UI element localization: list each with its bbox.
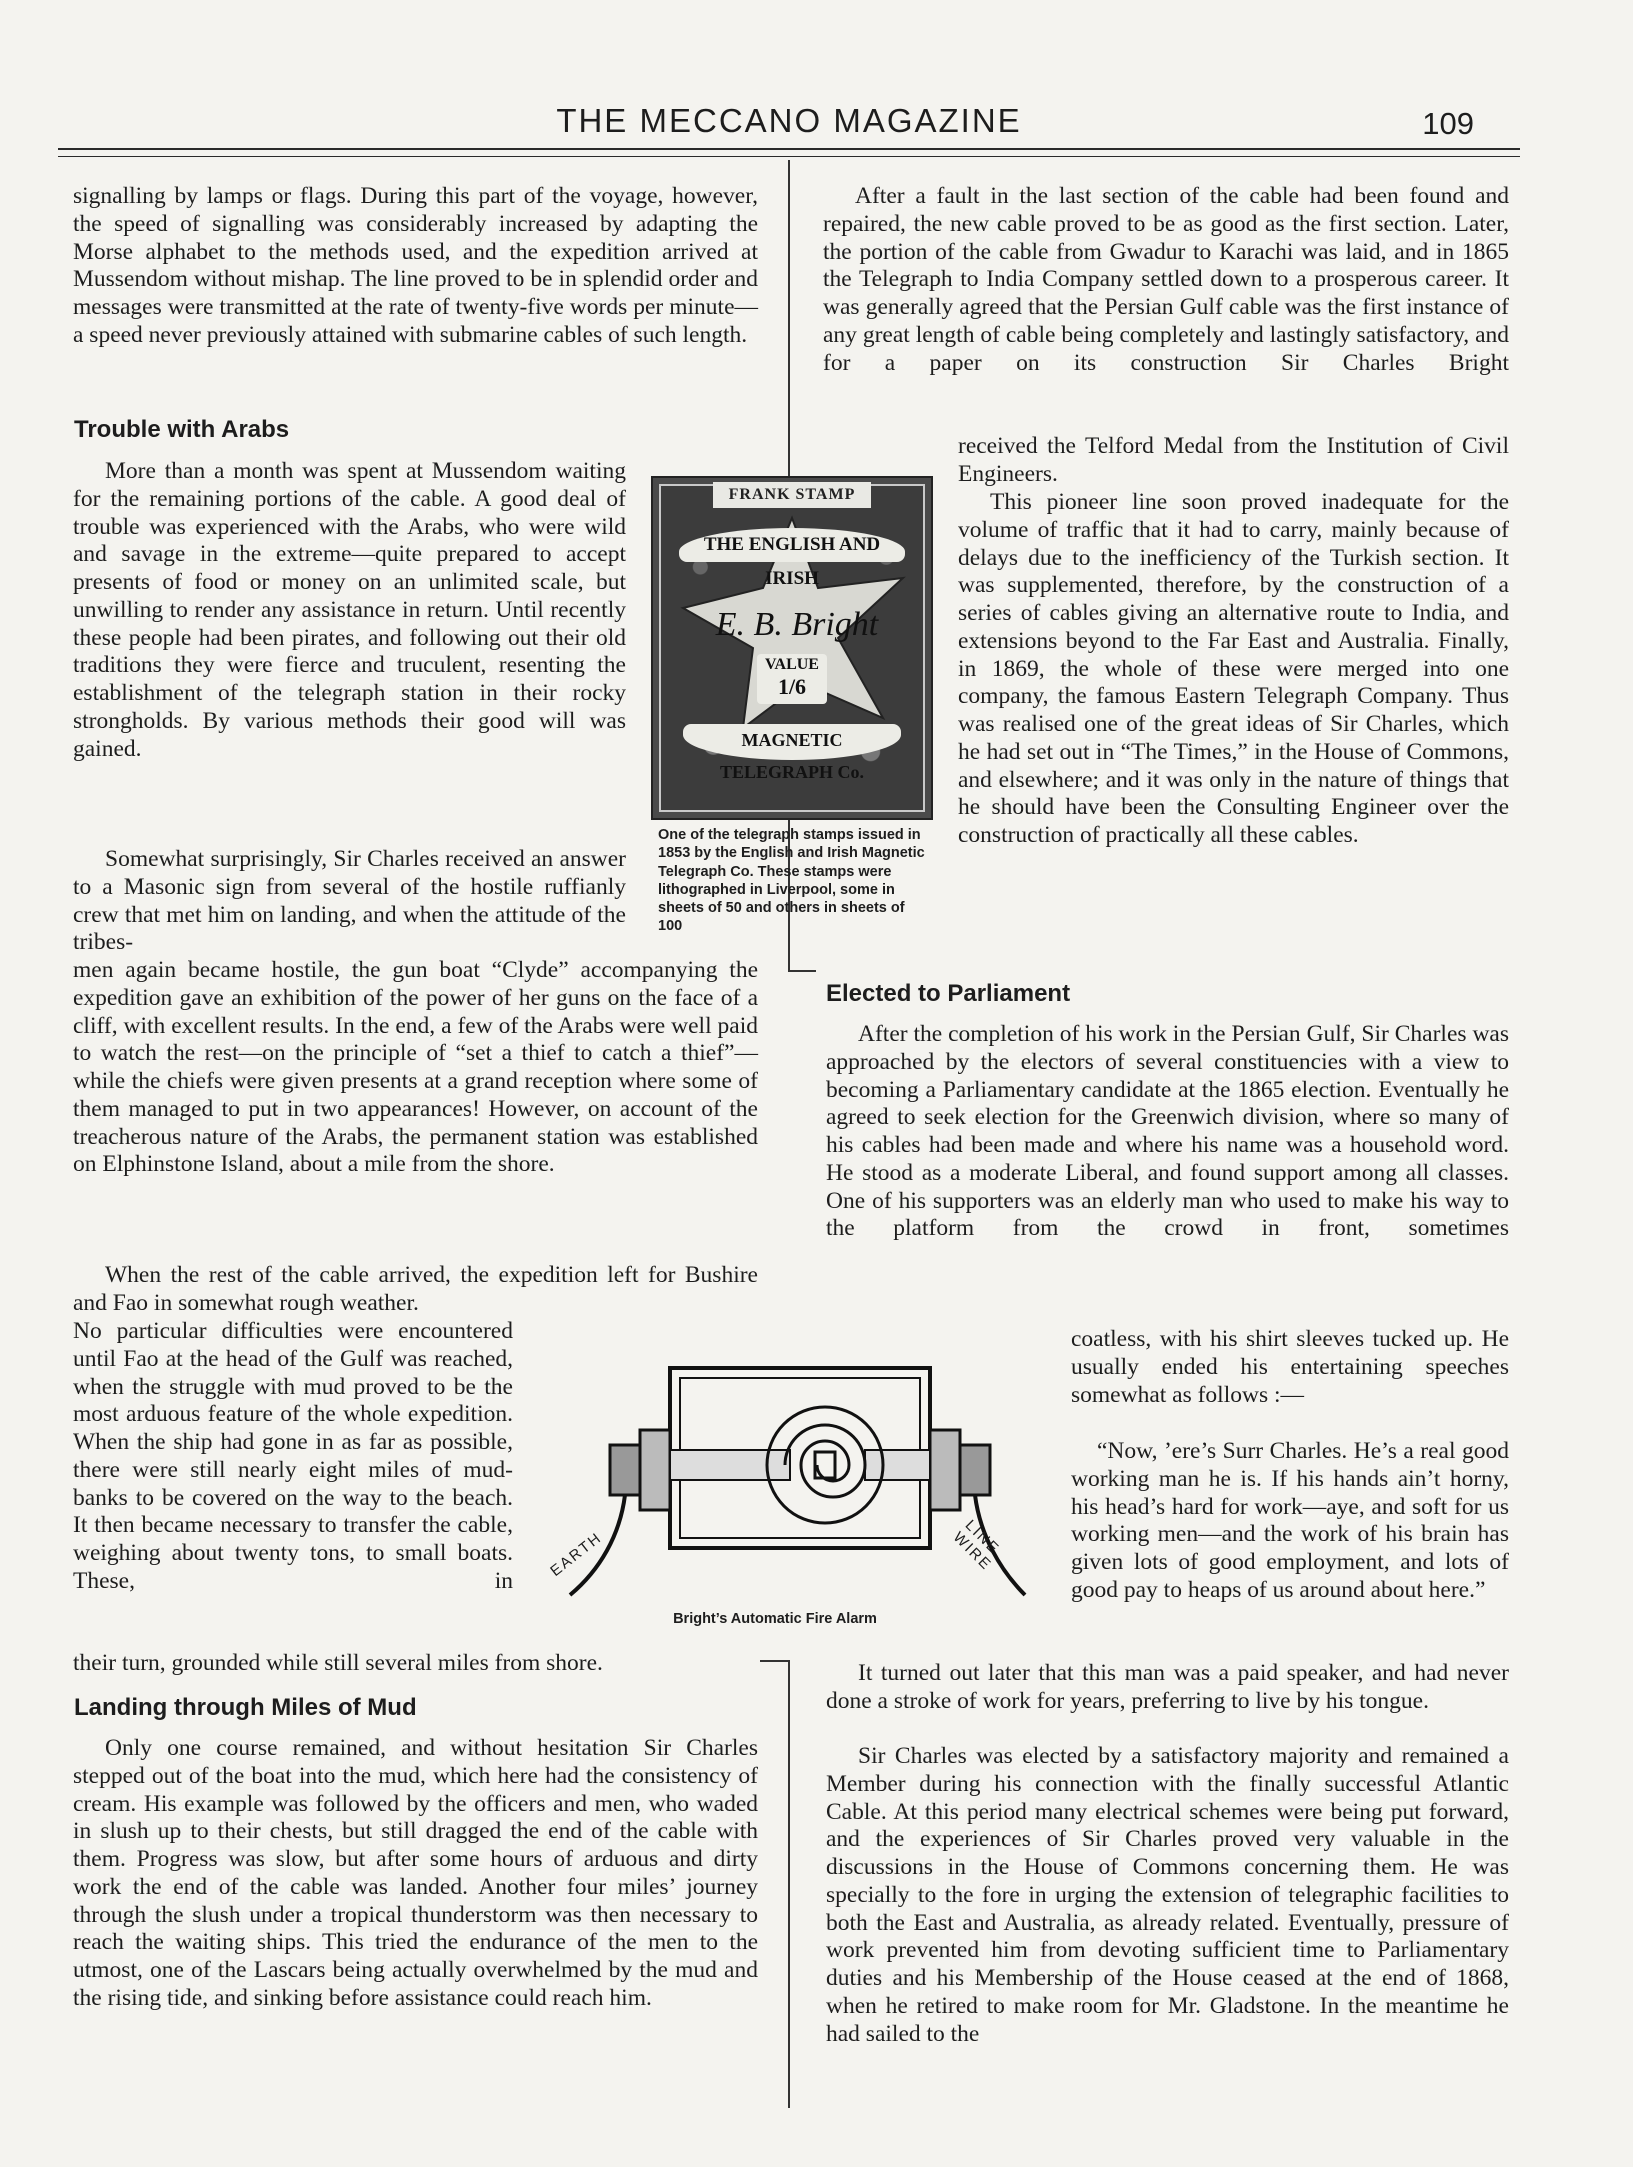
header-rule-thin bbox=[58, 156, 1520, 157]
right-paragraph-1a: After a fault in the last section of the cable had been found and repaired, the new cable proved to be as good as the first section. Later, the portion of the cable from Gwadur to Karachi was laid, and in 1865 the Telegraph to India Company settled down to a prosperous career. It was generally agreed that the Persian Gulf cable was the first instance of any great length of cable being completely and lastingly satisfactory, and for a paper on its construction Sir Charles Bright bbox=[823, 183, 1509, 376]
stamp-english-irish-label: THE ENGLISH AND IRISH bbox=[679, 528, 905, 562]
stamp-value-box bbox=[757, 654, 827, 704]
left-paragraph-1: signalling by lamps or flags. During this part of the voyage, however, the speed of signalling was considerably increased by adapting the Morse alphabet to the methods used, and the expedition arrived at Mussendom without mishap. The line proved to be in splendid order and messages were transmitted at the rate of twenty-five words per minute—a speed never previously attained with submarine cables of such length. bbox=[73, 183, 758, 348]
left-paragraph-4c: their turn, grounded while still several miles from shore. bbox=[73, 1650, 603, 1676]
left-paragraph-3a: Somewhat surprisingly, Sir Charles received an answer to a Masonic sign from several of the hostile ruffianly crew that met him on landing, and when the attitude of the tribes- bbox=[73, 846, 626, 956]
magazine-title: THE MECCANO MAGAZINE bbox=[556, 102, 1022, 139]
fire-alarm-diagram bbox=[530, 1360, 1030, 1610]
heading-trouble-with-arabs: Trouble with Arabs bbox=[74, 416, 290, 443]
left-paragraph-5: Only one course remained, and without hesitation Sir Charles stepped out of the boat into the mud, which here had the consistency of cream. His example was followed by the officers and men, who waded in slush up to their chests, but still dragged the end of the cable with them. Progress was slow, but after some hours of arduous and dirty work the end of the cable was landed. Another four miles’ journey through the slush under a tropical thunderstorm was then necessary to reach the waiting ships. This tried the endurance of the men to the utmost, one of the Lascars being actually overwhelmed by the mud and the rising tide, and sinking before assistance could reach him. bbox=[73, 1735, 758, 2011]
right-paragraph-4: It turned out later that this man was a paid speaker, and had never done a stroke of work for years, preferring to live by his tongue. bbox=[826, 1660, 1509, 1714]
page-header bbox=[58, 100, 1520, 150]
heading-landing-through-miles-of-mud: Landing through Miles of Mud bbox=[74, 1694, 417, 1721]
right-paragraph-3b: coatless, with his shirt sleeves tucked up. He usually ended his entertaining speeches somewhat as follows :— bbox=[1071, 1326, 1509, 1408]
header-rule bbox=[58, 148, 1520, 150]
section-rule bbox=[760, 1660, 788, 1662]
right-paragraph-1b: received the Telford Medal from the Institution of Civil Engineers. bbox=[958, 433, 1509, 487]
left-paragraph-4b: No particular difficulties were encountered until Fao at the head of the Gulf was reached, when the struggle with mud proved to be the most arduous feature of the whole expedition. When the ship had gone in as far as possible, there were still nearly eight miles of mud-banks to be covered on the way to the beach. It then became necessary to transfer the cable, weighing about twenty tons, to small boats. These, in bbox=[73, 1318, 513, 1594]
column-divider-bottom bbox=[788, 1660, 790, 2108]
stamp-value: 1/6 bbox=[777, 674, 807, 699]
parliament-quote: “Now, ’ere’s Surr Charles. He’s a real good working man he is. If his hands ain’t horny, his head’s hard for work—aye, and soft for us working men—and the work of his brain has given lots of good employment, and lots of good pay to heaps of us around about here.” bbox=[1071, 1438, 1509, 1603]
left-paragraph-2: More than a month was spent at Mussendom waiting for the remaining portions of the cable. A good deal of trouble was experienced with the Arabs, who were wild and savage in the extreme—quite prepared to accept presents of food or money on an unlimited scale, but unwilling to render any assistance in return. Until recently these people had been pirates, and following out their old traditions they were fierce and truculent, resenting the establishment of the telegraph station in their rocky strongholds. By various methods their good will was gained. bbox=[73, 458, 626, 762]
right-paragraph-2: This pioneer line soon proved inadequate for the volume of traffic that it had to carry, mainly because of delays due to the inefficiency of the Turkish section. It was supplemented, therefore, by the construction of a series of cables giving an alternative route to India, and extensions beyond to the Far East and Australia. Finally, in 1869, the whole of these were merged into one company, the famous Eastern Telegraph Company. Thus was realised one of the great ideas of Sir Charles, which he had set out in “The Times,” in the House of Commons, and elsewhere; and it was only in the nature of things that he should have been the Consulting Engineer over the construction of practically all these cables. bbox=[958, 489, 1509, 848]
stamp-frank-stamp-label: FRANK STAMP bbox=[713, 482, 871, 508]
telegraph-stamp-image bbox=[651, 476, 933, 820]
section-rule bbox=[788, 970, 816, 972]
earth-label: EARTH bbox=[547, 1529, 606, 1580]
stamp-caption: One of the telegraph stamps issued in 1853 by the English and Irish Magnetic Telegraph Co. These stamps were lithographed in Liverpool, some in sheets of 50 and others in sheets of 100 bbox=[658, 827, 925, 935]
left-paragraph-4a: When the rest of the cable arrived, the expedition left for Bushire and Fao in somewhat rough weather. bbox=[73, 1262, 758, 1316]
stamp-signature: E. B. Bright bbox=[715, 606, 879, 643]
left-paragraph-3b: men again became hostile, the gun boat “Clyde” accompanying the expedition gave an exhibition of the power of her guns on the face of a cliff, with excellent results. In the end, a few of the Arabs were well paid to watch the rest—on the principle of “set a thief to catch a thief”—while the chiefs were given presents at a grand reception where some of them managed to put in two appearances! However, on account of the treacherous nature of the Arabs, the permanent station was established on Elphinstone Island, about a mile from the shore. bbox=[73, 957, 758, 1178]
heading-elected-to-parliament: Elected to Parliament bbox=[826, 980, 1071, 1007]
fire-alarm-caption: Bright’s Automatic Fire Alarm bbox=[673, 1611, 877, 1627]
stamp-value-label: VALUE bbox=[765, 656, 819, 673]
right-paragraph-3a: After the completion of his work in the Persian Gulf, Sir Charles was approached by the electors of several constituencies with a view to becoming a Parliamentary candidate at the 1865 election. Eventually he agreed to seek election for the Greenwich division, where so many of his cables had been made and where his name was a household word. He stood as a moderate Liberal, and found support among all classes. One of his supporters was an elderly man who used to make his way to the platform from the crowd in front, sometimes bbox=[826, 1021, 1509, 1242]
right-paragraph-5: Sir Charles was elected by a satisfactory majority and remained a Member during his connection with the finally successful Atlantic Cable. At this period many electrical schemes were being put forward, and the experiences of Sir Charles proved very valuable in the discussions in the House of Commons concerning them. He was specially to the fore in urging the extension of telegraphic facilities to both the East and Australia, as already related. Eventually, pressure of work prevented him from devoting sufficient time to Parliamentary duties and his Membership of the House ceased at the end of 1868, when he retired to make room for Mr. Gladstone. In the meantime he had sailed to the bbox=[826, 1743, 1509, 2047]
fire-alarm-drawing bbox=[530, 1360, 1030, 1610]
page-number: 109 bbox=[1422, 106, 1474, 141]
stamp-magnetic-telegraph-label: MAGNETIC TELEGRAPH Co. bbox=[683, 724, 901, 760]
line-wire-label: LINE WIRE bbox=[949, 1516, 1003, 1575]
